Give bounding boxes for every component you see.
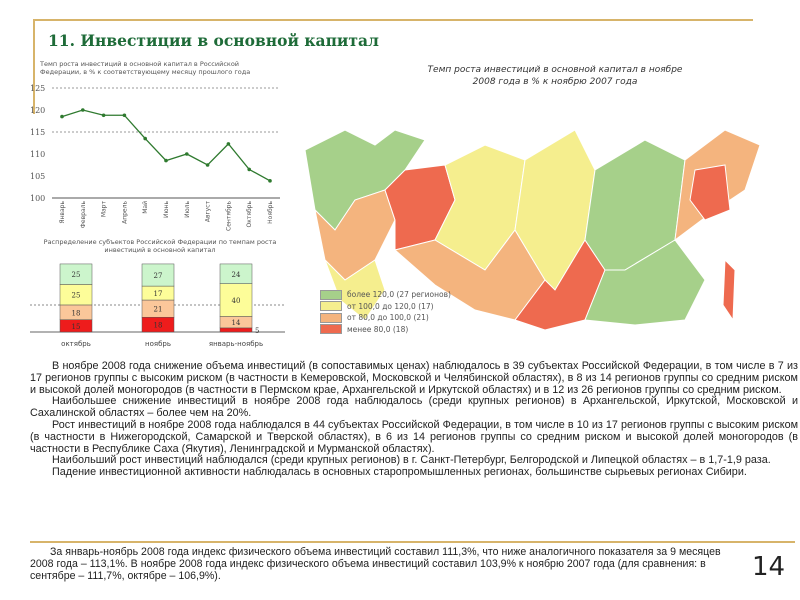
legend-swatch (320, 324, 342, 334)
paragraph: Падение инвестиционной активности наблюдалась в основных старопромышленных регионах, большинстве сырьевых регионах Сибири. (52, 466, 747, 479)
x-tick-label: Февраль (79, 201, 87, 229)
bar-chart (30, 256, 290, 360)
data-line (62, 110, 270, 181)
x-tick-label: Июнь (163, 201, 170, 218)
x-tick-label: Октябрь (246, 201, 254, 228)
line-chart (30, 80, 290, 240)
y-tick-label: 110 (30, 150, 46, 159)
data-point (60, 115, 64, 119)
frame-top-border (33, 19, 753, 21)
line-chart-title: Темп роста инвестиций в основной капитал в Российской Федерации, в % к соответствующему месяцу прошлого года (40, 60, 251, 76)
bar-value-label: 27 (153, 272, 163, 281)
bar-value-label: 24 (231, 270, 241, 279)
x-tick-label: Апрель (121, 201, 129, 224)
page-number: 14 (752, 552, 786, 582)
bar-value-label: 17 (153, 290, 163, 299)
data-point (123, 113, 127, 117)
bar-value-label: 14 (231, 319, 241, 328)
x-tick-label: Январь (59, 201, 66, 224)
bar-segment (220, 328, 252, 332)
body-text (30, 361, 798, 479)
bar-chart-title: Распределение субъектов Российской Федерации по темпам роста инвестиций в основной капитал (43, 238, 277, 254)
x-tick-label: Август (204, 201, 212, 223)
footnote (30, 547, 730, 582)
x-tick-label: Май (142, 201, 150, 214)
legend-swatch (320, 290, 342, 300)
bar-value-label: 5 (255, 326, 260, 335)
legend-item (320, 301, 451, 313)
data-point (268, 179, 272, 183)
legend-swatch (320, 301, 342, 311)
x-tick-label: октябрь (61, 340, 91, 348)
data-point (81, 108, 85, 112)
x-tick-label: Март (100, 201, 108, 218)
paragraph: В ноябре 2008 года снижение объема инвестиций (в сопоставимых ценах) наблюдалось в 39 субъектах Российской Федерации, в том числе в 7 из 17 регионов группы с высоким риском (в частности в Кемеровской, Московской и Челябинской областях), в 8 из 14 регионов группы со средним риском и высокой долей моногородов (в частности в Пермском крае, Архангельской и Иркутской областях) и в 12 из 26 регионов группы со средним риском. (30, 360, 798, 396)
paragraph: Наибольший рост инвестиций наблюдался (среди крупных регионов) в г. Санкт-Петербург, Белгородской и Липецкой областях – в 1,7-1,9 раза. (52, 454, 771, 467)
y-tick-label: 120 (30, 106, 46, 115)
legend-swatch (320, 313, 342, 323)
data-point (164, 159, 168, 163)
legend-label: от 100,0 до 120,0 (17) (347, 301, 434, 311)
legend-label: более 120,0 (27 регионов) (347, 290, 451, 300)
bar-value-label: 21 (153, 305, 163, 314)
data-point (185, 152, 189, 156)
legend-item (320, 312, 451, 324)
legend-label: от 80,0 до 100,0 (21) (347, 313, 429, 323)
map-caption: Темп роста инвестиций в основной капитал в ноябре 2008 года в % к ноябрю 2007 года (427, 65, 683, 87)
footnote-divider (30, 541, 795, 543)
y-tick-label: 105 (30, 172, 46, 181)
y-tick-label: 115 (30, 128, 46, 137)
x-tick-label: Ноябрь (267, 201, 274, 224)
page-title: 11. Инвестиции в основной капитал (48, 31, 379, 50)
y-tick-label: 100 (30, 194, 46, 203)
x-tick-label: Сентябрь (225, 201, 233, 231)
y-tick-label: 125 (30, 84, 46, 93)
bar-value-label: 15 (71, 322, 81, 331)
bar-value-label: 40 (231, 297, 241, 306)
paragraph: Наибольшее снижение инвестиций в ноябре 2008 года наблюдалось (среди крупных регионов) в Архангельской, Иркутской, Московской и Сахалинской областях – более чем на 20%. (30, 395, 798, 420)
legend-label: менее 80,0 (18) (347, 324, 409, 334)
bar-value-label: 18 (71, 309, 81, 318)
map-region-sakhalin (723, 260, 735, 320)
legend-item (320, 324, 451, 336)
map-legend (320, 289, 451, 335)
data-point (102, 113, 106, 117)
x-tick-label: январь-ноябрь (208, 340, 264, 348)
x-tick-label: Июль (183, 201, 191, 218)
data-point (206, 163, 210, 167)
data-point (227, 142, 231, 146)
footnote-text: За январь-ноябрь 2008 года индекс физического объема инвестиций составил 111,3%, что ниже аналогичного показателя за 9 месяцев 2008 года – 113,1%. В ноябре 2008 года индекс физического объема инвестиций составил 103,9% к ноябрю 2007 года (для сравнения: в сентябре – 111,7%, октябре – 106,9%). (30, 546, 721, 582)
bar-value-label: 25 (71, 271, 81, 280)
legend-item (320, 289, 451, 301)
bar-value-label: 18 (153, 321, 163, 330)
paragraph: Рост инвестиций в ноябре 2008 года наблюдался в 44 субъектах Российской Федерации, в том числе в 10 из 17 регионов группы с высоким риском (в частности в Нижегородской, Самарской и Тверской областях), в 6 из 14 регионов группы со средним риском и высокой долей моногородов (в частности в Республике Саха (Якутия), Ленинградской и Мурманской областях). (30, 418, 798, 455)
bar-value-label: 25 (71, 291, 81, 300)
data-point (143, 137, 147, 141)
x-tick-label: ноябрь (145, 340, 171, 348)
data-point (247, 168, 251, 172)
